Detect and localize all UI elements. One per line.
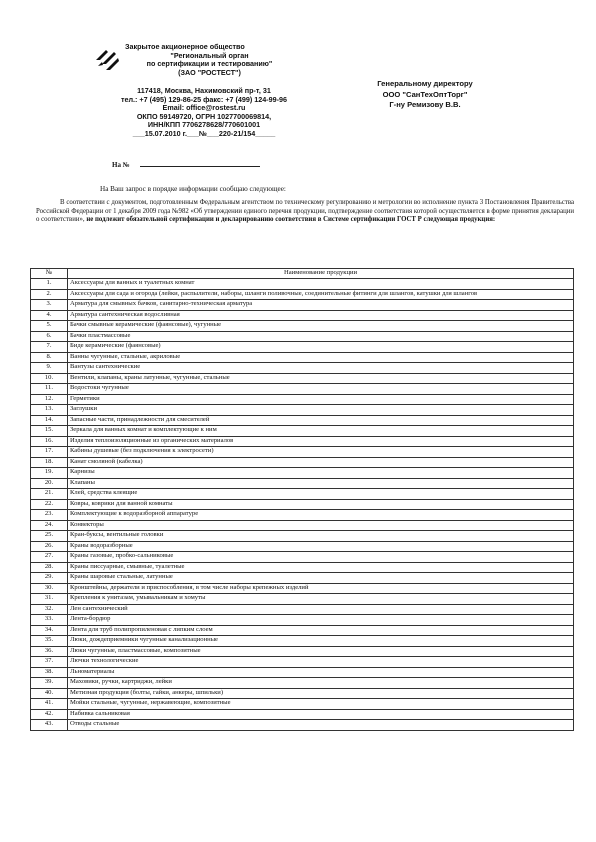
row-number: 12. — [31, 394, 68, 405]
table-row — [31, 709, 574, 720]
table-row — [31, 279, 574, 290]
product-name: Вентили, клапаны, краны латунные, чугунные, стальные — [68, 373, 574, 384]
row-number: 42. — [31, 709, 68, 720]
reference-underline — [140, 159, 260, 167]
row-number: 14. — [31, 415, 68, 426]
product-name: Люки чугунные, пластмассовые, композитные — [68, 646, 574, 657]
header-number: № — [31, 269, 68, 279]
product-name: Краны писсуарные, смывные, туалетные — [68, 562, 574, 573]
row-number: 27. — [31, 552, 68, 563]
organization-address — [84, 87, 324, 139]
row-number: 5. — [31, 321, 68, 332]
product-name: Набивка сальниковая — [68, 709, 574, 720]
row-number: 34. — [31, 625, 68, 636]
row-number: 29. — [31, 573, 68, 584]
table-row — [31, 363, 574, 374]
table-row — [31, 373, 574, 384]
product-name: Арматура сантехническая водосливная — [68, 310, 574, 321]
product-name: Арматура для смывных бачков, санитарно-техническая арматура — [68, 300, 574, 311]
table-row — [31, 720, 574, 731]
table-row — [31, 615, 574, 626]
row-number: 2. — [31, 289, 68, 300]
table-row — [31, 394, 574, 405]
product-name: Кронштейны, держатели и приспособления, в том числе наборы крепежных изделий — [68, 583, 574, 594]
phone-line: тел.: +7 (495) 129-86-25 факс: +7 (499) 124-99-96 — [120, 94, 288, 104]
org-line: (ЗАО "РОСТЕСТ") — [178, 67, 241, 77]
table-row — [31, 636, 574, 647]
row-number: 11. — [31, 384, 68, 395]
table-row — [31, 573, 574, 584]
row-number: 20. — [31, 478, 68, 489]
row-number: 26. — [31, 541, 68, 552]
table-row — [31, 468, 574, 479]
product-name: Карнизы — [68, 468, 574, 479]
reference-label: На № — [112, 161, 130, 169]
row-number: 43. — [31, 720, 68, 731]
row-number: 8. — [31, 352, 68, 363]
product-name: Краны газовые, пробко-сальниковые — [68, 552, 574, 563]
product-name: Биде керамические (фаянсовые) — [68, 342, 574, 353]
table-row — [31, 499, 574, 510]
row-number: 19. — [31, 468, 68, 479]
product-name: Вантузы сантехнические — [68, 363, 574, 374]
row-number: 4. — [31, 310, 68, 321]
paragraph-bold-text: не подлежит обязательной сертификации и декларированию соответствия в Системе сертификации ГОСТ Р следующая продукция: — [86, 216, 496, 223]
row-number: 22. — [31, 499, 68, 510]
table-header-row — [31, 269, 574, 279]
table-row — [31, 489, 574, 500]
row-number: 24. — [31, 520, 68, 531]
table-row — [31, 594, 574, 605]
product-name: Ванны чугунные, стальные, акриловые — [68, 352, 574, 363]
row-number: 39. — [31, 678, 68, 689]
table-row — [31, 688, 574, 699]
organization-name — [117, 43, 302, 77]
row-number: 41. — [31, 699, 68, 710]
recipient-line: ООО "СанТехОптТорг" — [382, 89, 468, 99]
row-number: 13. — [31, 405, 68, 416]
tax-id-line: ИНН/КПП 7706278628/770601001 — [147, 120, 261, 130]
product-name: Клей, средства клеящие — [68, 489, 574, 500]
product-name: Лента для труб полипропиленовая с липким слоем — [68, 625, 574, 636]
row-number: 32. — [31, 604, 68, 615]
row-number: 9. — [31, 363, 68, 374]
product-name: Мойки стальные, чугунные, нержавеющие, композитные — [68, 699, 574, 710]
product-name: Герметики — [68, 394, 574, 405]
row-number: 21. — [31, 489, 68, 500]
row-number: 7. — [31, 342, 68, 353]
product-name: Лючки технологические — [68, 657, 574, 668]
product-name: Канат смоляной (кабелка) — [68, 457, 574, 468]
table-row — [31, 415, 574, 426]
registry-line: ОКПО 59149720, ОГРН 1027700069814, — [136, 111, 272, 121]
row-number: 15. — [31, 426, 68, 437]
product-name: Люки, дождеприемники чугунные канализационные — [68, 636, 574, 647]
row-number: 10. — [31, 373, 68, 384]
row-number: 25. — [31, 531, 68, 542]
letter-date-number: ___15.07.2010 г.___№___220-21/154_____ — [132, 128, 276, 138]
org-line: по сертификации и тестированию" — [146, 59, 273, 69]
table-row — [31, 321, 574, 332]
table-row — [31, 510, 574, 521]
table-row — [31, 447, 574, 458]
row-number: 6. — [31, 331, 68, 342]
row-number: 16. — [31, 436, 68, 447]
product-name: Комплектующие к водоразборной аппаратуре — [68, 510, 574, 521]
table-row — [31, 562, 574, 573]
row-number: 1. — [31, 279, 68, 290]
table-row — [31, 552, 574, 563]
product-name: Зеркала для ванных комнат и комплектующие к ним — [68, 426, 574, 437]
product-name: Льноматериалы — [68, 667, 574, 678]
row-number: 37. — [31, 657, 68, 668]
table-row — [31, 352, 574, 363]
product-table — [30, 268, 574, 731]
row-number: 3. — [31, 300, 68, 311]
table-row — [31, 384, 574, 395]
product-name: Ковры, коврики для ванной комнаты — [68, 499, 574, 510]
address-line: 117418, Москва, Нахимовский пр-т, 31 — [137, 86, 271, 95]
product-name: Лента-бордюр — [68, 615, 574, 626]
reference-line — [112, 159, 260, 169]
product-name: Краны шаровые стальные, латунные — [68, 573, 574, 584]
table-row — [31, 436, 574, 447]
recipient-block — [364, 79, 486, 111]
table-row — [31, 657, 574, 668]
table-row — [31, 300, 574, 311]
product-name: Аксессуары для сада и огорода (лейки, распылители, наборы, шланги поливочные, соединительные фитинги для шлангов, катушки для шлангов — [68, 289, 574, 300]
org-line: "Региональный орган — [170, 50, 249, 60]
row-number: 28. — [31, 562, 68, 573]
product-name: Изделия теплоизоляционные из органических материалов — [68, 436, 574, 447]
body-paragraph — [36, 199, 574, 225]
table-row — [31, 583, 574, 594]
product-name: Аксессуары для ванных и туалетных комнат — [68, 279, 574, 290]
product-name: Метизная продукция (болты, гайки, анкеры, шпильки) — [68, 688, 574, 699]
table-row — [31, 678, 574, 689]
product-name: Бачки пластмассовые — [68, 331, 574, 342]
table-row — [31, 604, 574, 615]
intro-text: На Ваш запрос в порядке информации сообщаю следующее: — [100, 185, 286, 193]
row-number: 31. — [31, 594, 68, 605]
product-name: Краны водоразборные — [68, 541, 574, 552]
org-line: Закрытое акционерное общество — [125, 42, 245, 51]
product-name: Конвекторы — [68, 520, 574, 531]
row-number: 33. — [31, 615, 68, 626]
product-name: Отводы стальные — [68, 720, 574, 731]
row-number: 17. — [31, 447, 68, 458]
table-row — [31, 331, 574, 342]
row-number: 35. — [31, 636, 68, 647]
row-number: 40. — [31, 688, 68, 699]
product-name: Бачки смывные керамические (фаянсовые), чугунные — [68, 321, 574, 332]
product-name: Крепления к унитазам, умывальникам и хомуты — [68, 594, 574, 605]
table-row — [31, 405, 574, 416]
product-name: Клапаны — [68, 478, 574, 489]
product-name: Заглушки — [68, 405, 574, 416]
table-row — [31, 457, 574, 468]
table-row — [31, 478, 574, 489]
table-row — [31, 289, 574, 300]
table-row — [31, 342, 574, 353]
product-name: Запасные части, принадлежности для смесителей — [68, 415, 574, 426]
product-name: Кран-буксы, вентильные головки — [68, 531, 574, 542]
header-product-name: Наименование продукции — [68, 269, 574, 279]
paragraph-text: В соответствии с документом, подготовленным Федеральным агентством по техническому регулированию и метрологии во исполнение пункта 3 Постановления Правительства Российской Федерации от 1 декабря 2009 года №982 «Об утверждении единого перечня продукции, подтверждение соответствия которой осуществляется в форме принятия декларации о соответствии», — [36, 199, 574, 223]
row-number: 18. — [31, 457, 68, 468]
table-row — [31, 625, 574, 636]
table-row — [31, 541, 574, 552]
table-row — [31, 667, 574, 678]
recipient-line: Генеральному директору — [377, 79, 473, 88]
table-row — [31, 520, 574, 531]
table-row — [31, 699, 574, 710]
row-number: 38. — [31, 667, 68, 678]
product-name: Кабины душевые (без подключения к электросети) — [68, 447, 574, 458]
table-row — [31, 310, 574, 321]
table-row — [31, 531, 574, 542]
email-line: Email: office@rostest.ru — [162, 103, 246, 113]
row-number: 36. — [31, 646, 68, 657]
row-number: 30. — [31, 583, 68, 594]
row-number: 23. — [31, 510, 68, 521]
table-row — [31, 426, 574, 437]
product-name: Маховики, ручки, картриджи, лейки — [68, 678, 574, 689]
recipient-line: Г-ну Ремизову В.В. — [389, 100, 461, 110]
product-name: Водостоки чугунные — [68, 384, 574, 395]
table-row — [31, 646, 574, 657]
product-name: Лен сантехнический — [68, 604, 574, 615]
